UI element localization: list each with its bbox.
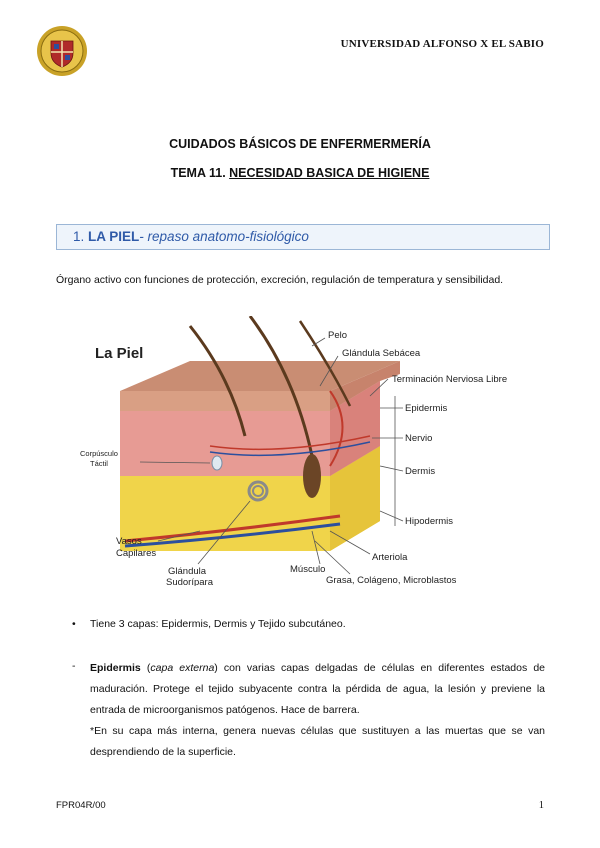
course-title: CUIDADOS BÁSICOS DE ENFERMERMERÍA [169,137,431,151]
topic-prefix: TEMA 11. [170,166,230,180]
label-corpusculo-line1: Corpúsculo [80,449,118,458]
section-title-bold: LA PIEL [88,229,140,244]
label-glandula-sebacea: Glándula Sebácea [342,348,421,359]
label-musculo: Músculo [290,564,326,575]
footer-code: FPR04R/00 [56,800,106,811]
epidermis-text: con varias capas delgadas de células en diferentes estados de maduración. Protege el tejido subyacente contra la pérdida de agua, la lesión y previene la entrada de microorganismos patógenos. Hace de barrera. [90,662,545,716]
epidermis-paragraph [90,658,545,763]
skin-diagram [80,316,550,586]
topic-title [0,166,600,180]
epidermis-note: *En su capa más interna, genera nuevas células que sustituyen a las muertas que se van desprendiendo de la superficie. [90,725,545,758]
label-nervio: Nervio [405,433,433,444]
paren-open: ( [140,662,151,674]
university-seal-logo [36,25,88,77]
page-number: 1 [538,800,544,811]
diagram-title: La Piel [95,345,144,362]
label-arteriola: Arteriola [372,552,408,563]
section-title-rest: - repaso anatomo-fisiológico [139,229,309,244]
intro-paragraph: Órgano activo con funciones de protección, excreción, regulación de temperatura y sensibilidad. [56,274,504,286]
label-vasos-line2: Capilares [116,548,157,559]
label-dermis: Dermis [405,466,436,477]
label-glandula-sudoripara-line2: Sudorípara [166,577,214,586]
label-terminacion-nerviosa: Terminación Nerviosa Libre [392,374,508,385]
label-grasa: Grasa, Colágeno, Microblastos [326,575,457,586]
label-vasos-line1: Vasos [116,536,142,547]
section-number: 1. [73,229,85,244]
section-heading [73,229,309,244]
topic-name: NECESIDAD BASICA DE HIGIENE [229,166,430,180]
bullet-text: Tiene 3 capas: Epidermis, Dermis y Tejido subcutáneo. [90,618,346,630]
epidermis-term: Epidermis [90,662,141,674]
label-corpusculo-line2: Táctil [90,459,108,468]
bullet-symbol: • [72,618,76,630]
paren-close: ) [214,662,224,674]
epidermis-italic: capa externa [150,662,215,674]
label-pelo: Pelo [328,330,348,341]
section-heading-box [56,224,550,250]
list-dash: - [72,660,76,672]
label-epidermis: Epidermis [405,403,448,414]
university-name: UNIVERSIDAD ALFONSO X EL SABIO [340,38,544,50]
label-glandula-sudoripara-line1: Glándula [168,566,207,577]
label-hipodermis: Hipodermis [405,516,454,527]
